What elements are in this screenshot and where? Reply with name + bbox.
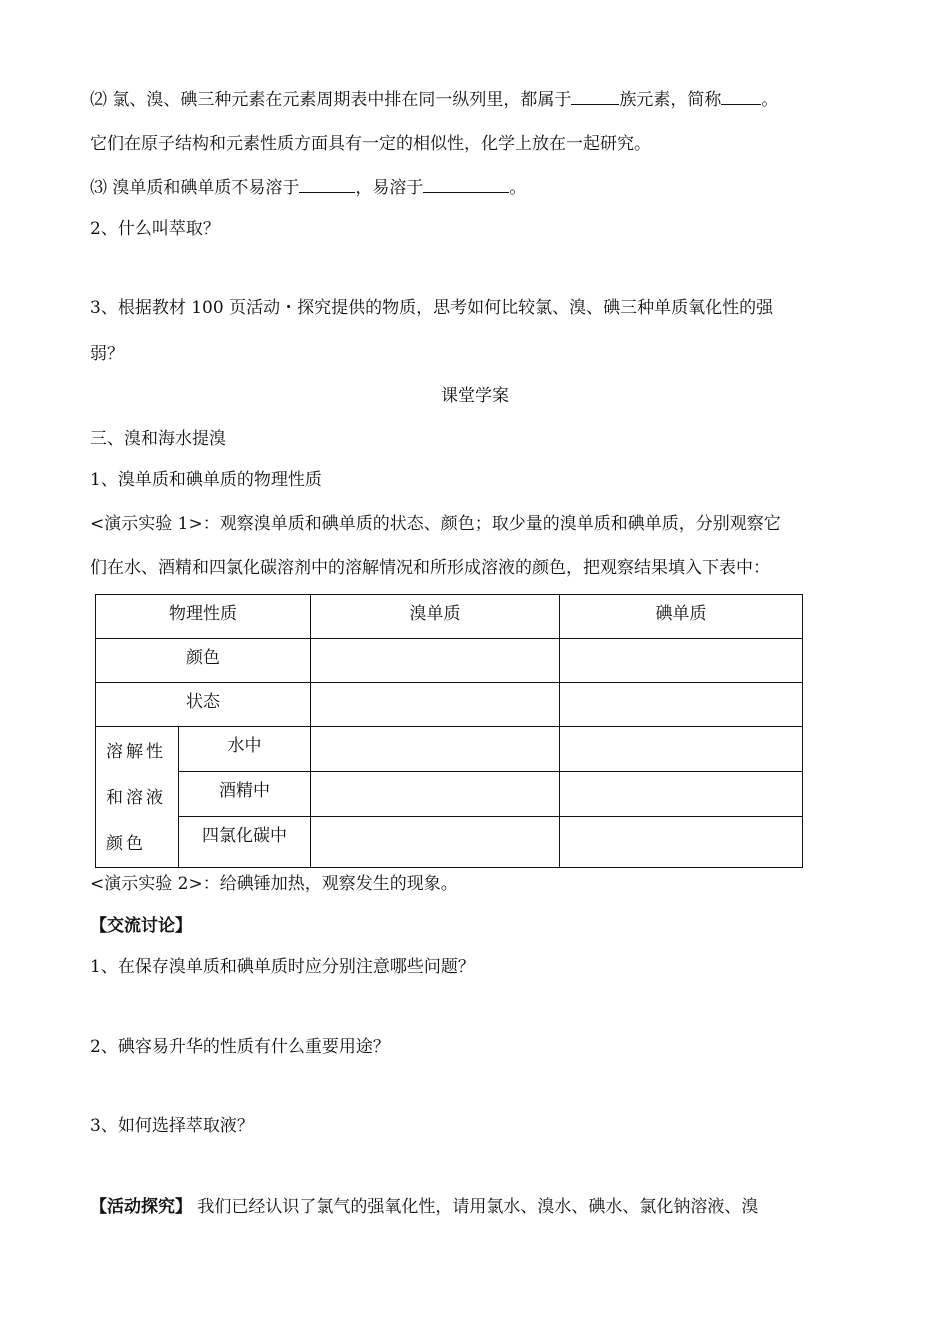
iodine-ccl4-cell[interactable] [560, 816, 803, 867]
sub-row-water: 水中 [179, 727, 311, 772]
iodine-state-cell[interactable] [560, 683, 803, 727]
question-3-line-1: 3、根据教材 100 页活动・探究提供的物质，思考如何比较氯、溴、碘三种单质氧化性的强 [90, 298, 774, 318]
intro-line-2: 它们在原子结构和元素性质方面具有一定的相似性，化学上放在一起研究。 [90, 134, 651, 154]
intro-line-3-part-a: ⑶ 溴单质和碘单质不易溶于 [90, 178, 300, 198]
bromine-state-cell[interactable] [311, 683, 560, 727]
discussion-q2: 2、碘容易升华的性质有什么重要用途？ [90, 1037, 390, 1057]
intro-line-1-part-c: 。 [761, 90, 779, 110]
activity-text: 我们已经认识了氯气的强氧化性，请用氯水、溴水、碘水、氯化钠溶液、溴 [192, 1197, 759, 1217]
iodine-alcohol-cell[interactable] [560, 771, 803, 816]
section-title: 课堂学案 [441, 386, 509, 406]
sub-row-ccl4: 四氯化碳中 [179, 816, 311, 867]
soluble-answer-blank[interactable] [423, 176, 509, 193]
demo-1-line-1: <演示实验 1>：观察溴单质和碘单质的状态、颜色；取少量的溴单质和碘单质，分别观察它 [90, 514, 781, 534]
intro-line-1 [90, 88, 778, 111]
table-row-color [96, 639, 803, 683]
table-header-row [96, 595, 803, 639]
table-row-water [96, 727, 803, 772]
sub-heading-1: 1、溴单质和碘单质的物理性质 [90, 470, 322, 490]
row-label-color: 颜色 [96, 639, 311, 683]
header-iodine: 碘单质 [560, 595, 803, 639]
demo-1-line-2: 们在水、酒精和四氯化碳溶剂中的溶解情况和所形成溶液的颜色，把观察结果填入下表中： [90, 558, 770, 578]
intro-line-3-part-c: 。 [509, 178, 527, 198]
physical-properties-table [95, 594, 803, 868]
discussion-q1: 1、在保存溴单质和碘单质时应分别注意哪些问题？ [90, 957, 475, 977]
group-answer-blank[interactable] [571, 88, 619, 105]
bromine-water-cell[interactable] [311, 727, 560, 772]
insoluble-answer-blank[interactable] [299, 176, 355, 193]
iodine-water-cell[interactable] [560, 727, 803, 772]
table-row-state [96, 683, 803, 727]
activity-title: 【活动探究】 [90, 1197, 192, 1217]
header-bromine: 溴单质 [311, 595, 560, 639]
table-row-ccl4 [96, 816, 803, 867]
discussion-q3: 3、如何选择萃取液？ [90, 1116, 254, 1136]
bromine-ccl4-cell[interactable] [311, 816, 560, 867]
row-label-state: 状态 [96, 683, 311, 727]
sub-row-alcohol: 酒精中 [179, 771, 311, 816]
question-3-line-2: 弱？ [90, 344, 124, 364]
table-row-alcohol [96, 771, 803, 816]
intro-line-3-part-b: ，易溶于 [355, 178, 424, 198]
activity-line [90, 1196, 758, 1218]
short-name-answer-blank[interactable] [721, 88, 761, 105]
discussion-title: 【交流讨论】 [90, 916, 192, 936]
intro-line-1-part-b: 族元素，简称 [619, 90, 722, 110]
iodine-color-cell[interactable] [560, 639, 803, 683]
bromine-alcohol-cell[interactable] [311, 771, 560, 816]
section-heading: 三、溴和海水提溴 [90, 429, 226, 449]
intro-line-1-part-a: ⑵ 氯、溴、碘三种元素在元素周期表中排在同一纵列里，都属于 [90, 90, 572, 110]
group-label: 溶解性 和溶液 颜色 [106, 742, 166, 854]
row-group-solubility [96, 727, 179, 868]
bromine-color-cell[interactable] [311, 639, 560, 683]
header-property: 物理性质 [96, 595, 311, 639]
intro-line-3 [90, 176, 526, 199]
demo-2: <演示实验 2>：给碘锤加热，观察发生的现象。 [90, 874, 458, 894]
question-2: 2、什么叫萃取？ [90, 219, 220, 239]
